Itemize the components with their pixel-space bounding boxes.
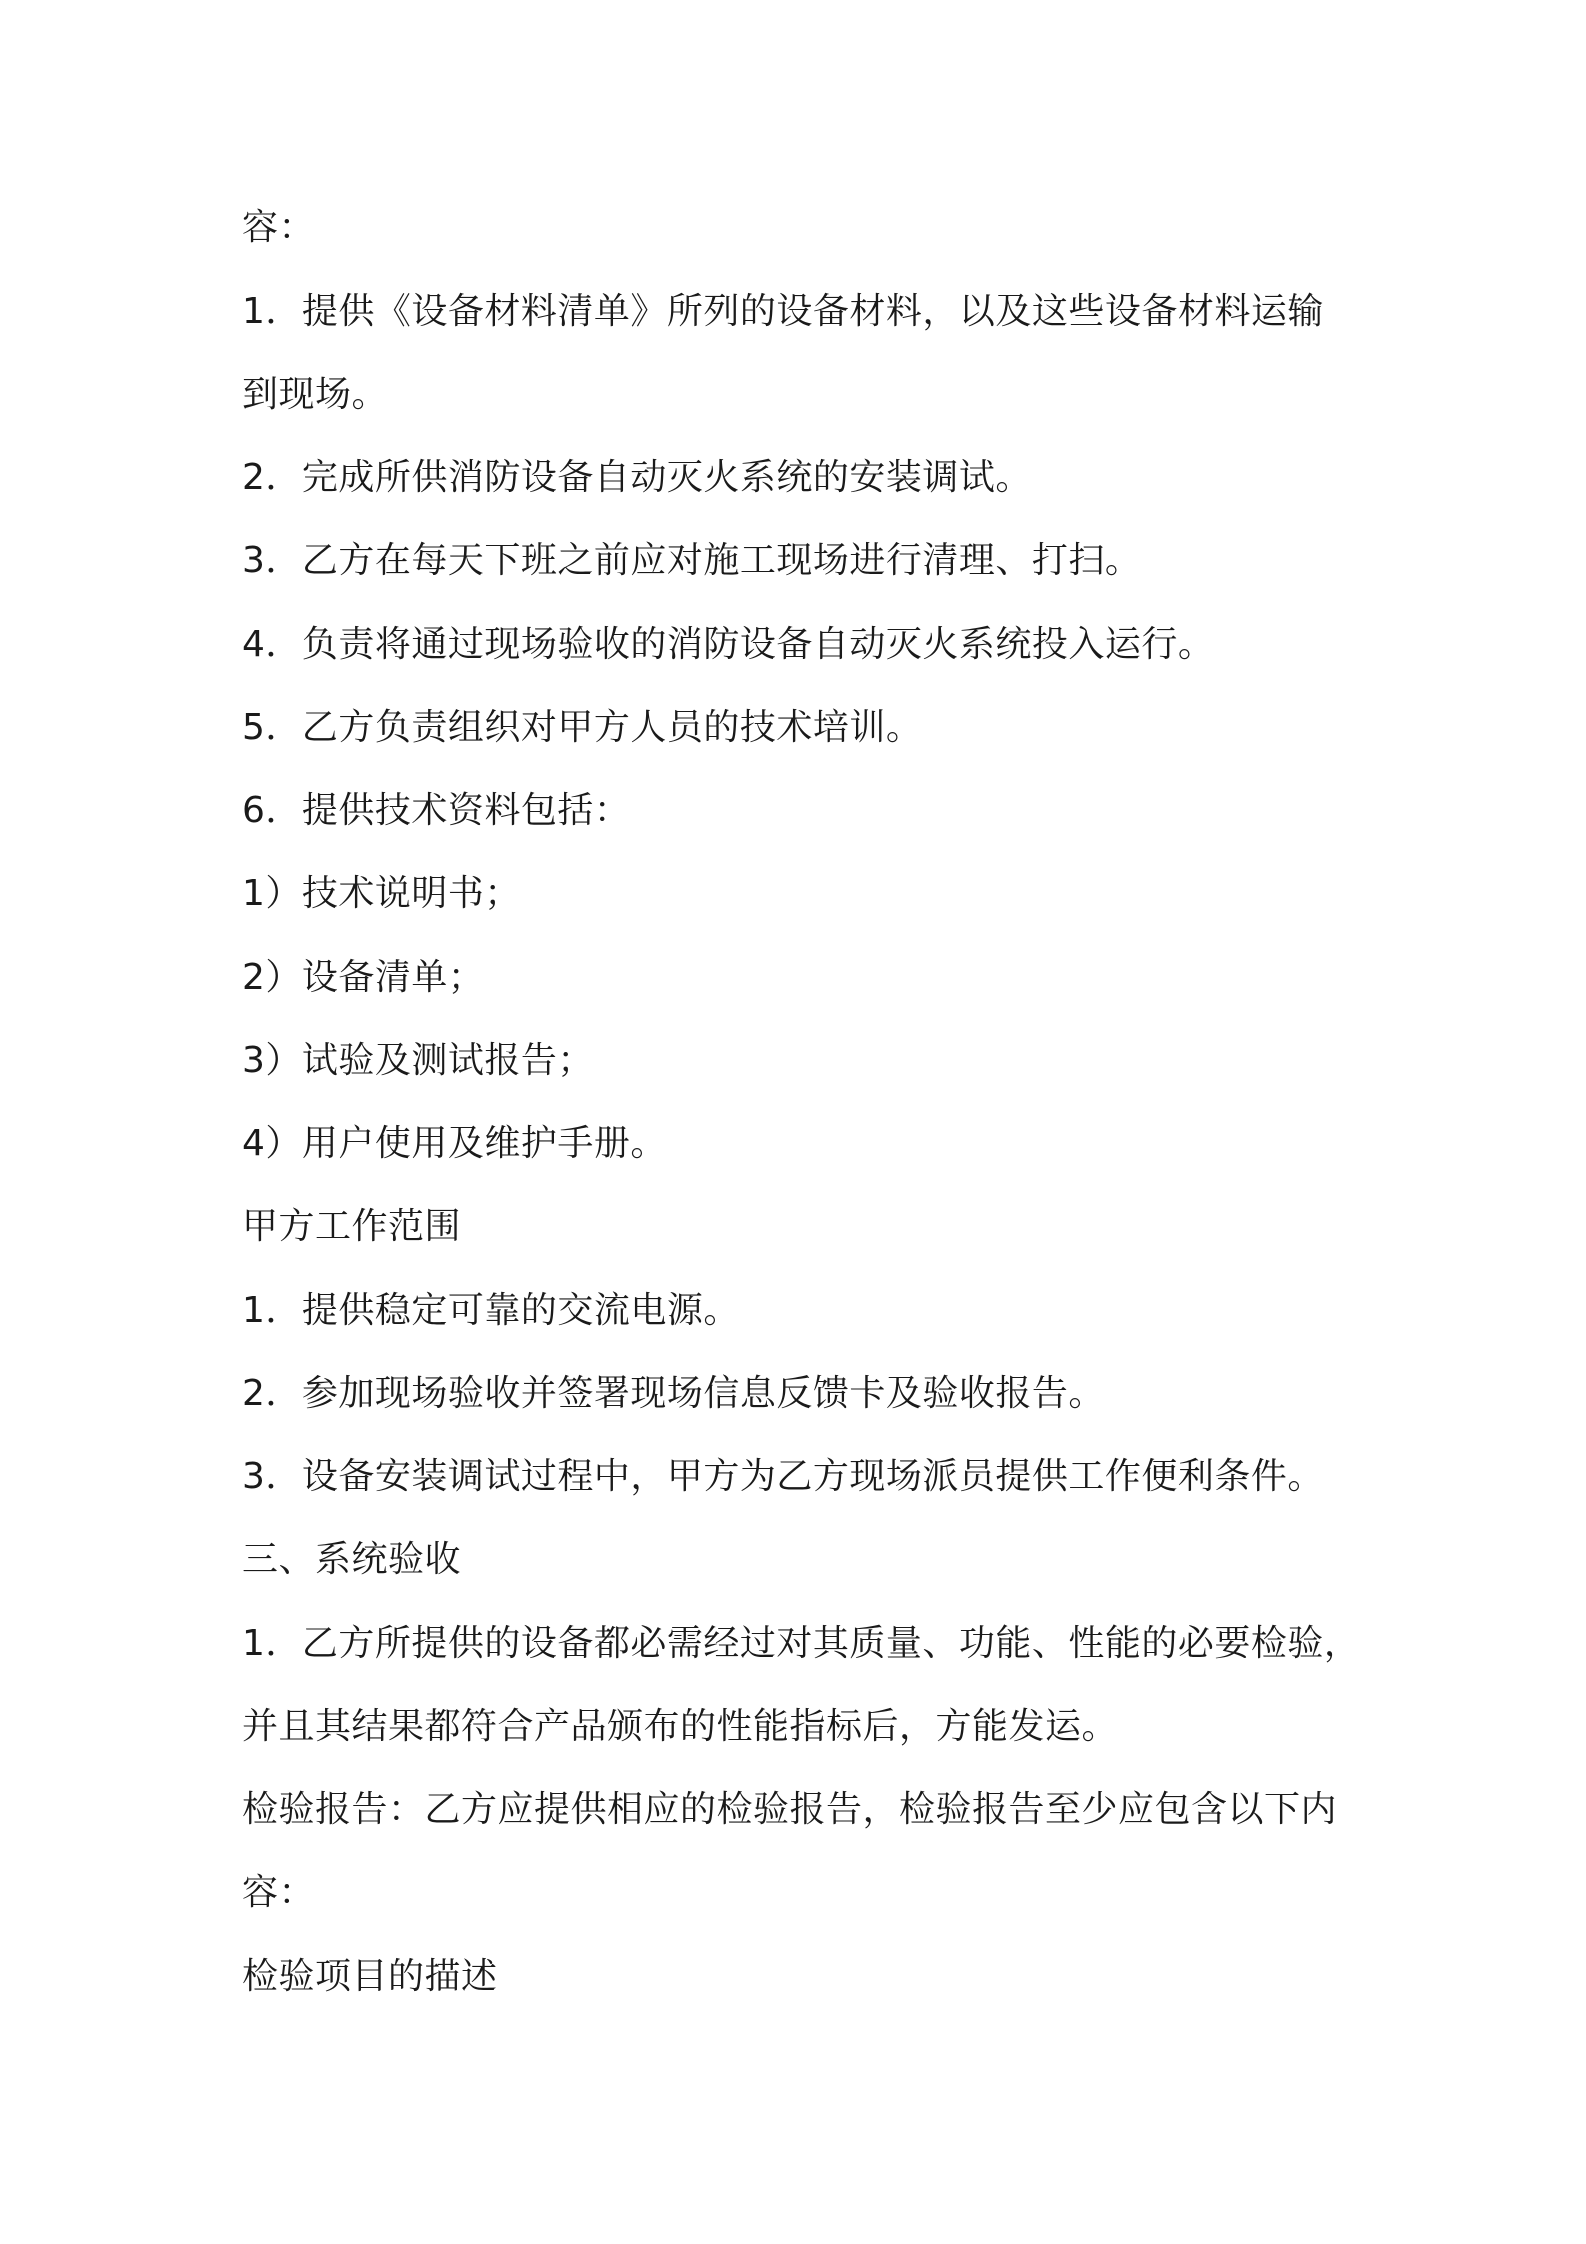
text-line: 2）设备清单； xyxy=(242,957,485,998)
text-line: 4．负责将通过现场验收的消防设备自动灭火系统投入运行。 xyxy=(242,624,1215,665)
section-heading: 甲方工作范围 xyxy=(242,1206,462,1247)
text-line: 容： xyxy=(242,207,316,248)
text-line: 5．乙方负责组织对甲方人员的技术培训。 xyxy=(242,707,923,748)
text-line: 容： xyxy=(242,1872,316,1913)
text-line: 3．乙方在每天下班之前应对施工现场进行清理、打扫。 xyxy=(242,540,1142,581)
text-line: 检验项目的描述 xyxy=(242,1956,498,1997)
text-line: 3）试验及测试报告； xyxy=(242,1040,594,1081)
text-line: 1．乙方所提供的设备都必需经过对其质量、功能、性能的必要检验， xyxy=(242,1623,1361,1664)
text-line: 2．参加现场验收并签署现场信息反馈卡及验收报告。 xyxy=(242,1373,1105,1414)
text-line: 1．提供稳定可靠的交流电源。 xyxy=(242,1290,740,1331)
text-line: 4）用户使用及维护手册。 xyxy=(242,1123,667,1164)
text-line: 检验报告：乙方应提供相应的检验报告，检验报告至少应包含以下内 xyxy=(242,1789,1338,1830)
text-line: 6．提供技术资料包括： xyxy=(242,790,631,831)
text-line: 1）技术说明书； xyxy=(242,873,521,914)
text-line: 2．完成所供消防设备自动灭火系统的安装调试。 xyxy=(242,457,1032,498)
text-line: 3．设备安装调试过程中，甲方为乙方现场派员提供工作便利条件。 xyxy=(242,1456,1324,1497)
text-line: 1．提供《设备材料清单》所列的设备材料，以及这些设备材料运输 xyxy=(242,291,1324,332)
text-line: 并且其结果都符合产品颁布的性能指标后，方能发运。 xyxy=(242,1706,1119,1747)
text-line: 到现场。 xyxy=(242,374,389,415)
section-heading: 三、系统验收 xyxy=(242,1539,462,1580)
